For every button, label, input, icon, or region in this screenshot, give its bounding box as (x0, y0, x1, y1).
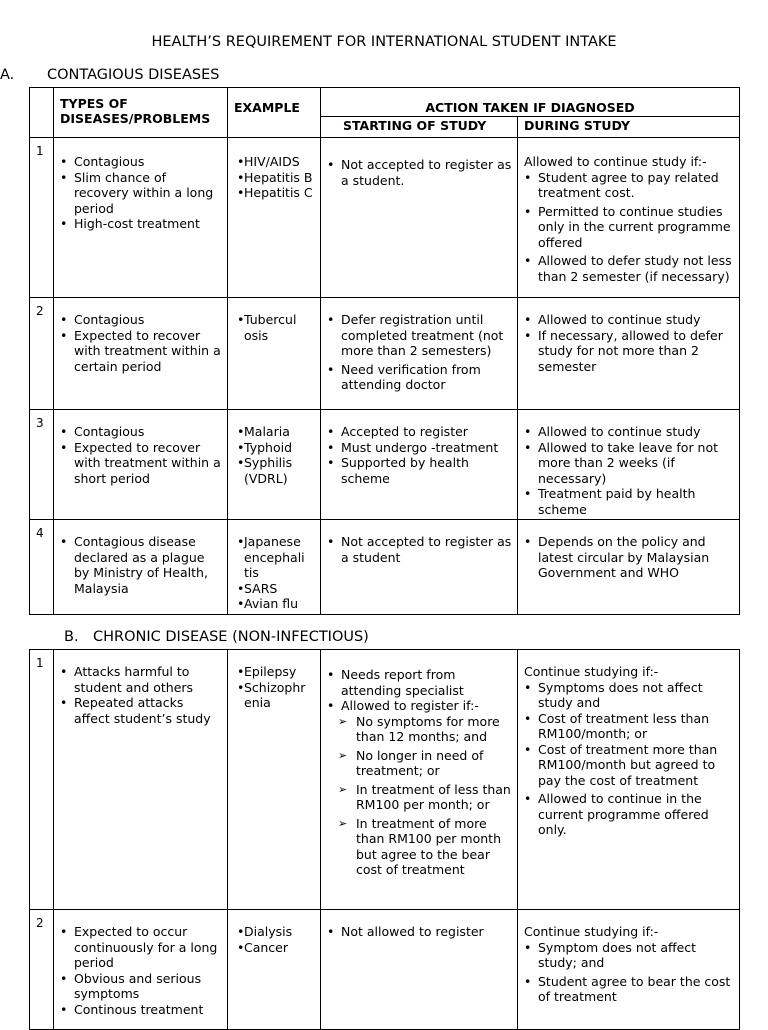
header-starting: STARTING OF STUDY (321, 117, 518, 138)
table-row (30, 520, 740, 615)
list-item: • Needs report from attending specialist (321, 667, 513, 698)
row-number: 1 (30, 650, 54, 910)
list-item: • Allowed to continue study (518, 312, 735, 328)
table-row (30, 410, 740, 520)
list-item: • Allowed to register if:- (321, 698, 513, 714)
during-intro: Allowed to continue study if:- (524, 154, 707, 169)
list-item: • Malaria (228, 424, 316, 440)
list-item: • Avian flu (228, 596, 316, 612)
list-item: • Allowed to continue in the current programme offered only. (518, 791, 735, 838)
row-number: 2 (30, 910, 54, 1030)
list-item: • Cost of treatment more than RM100/month but agreed to pay the cost of treatment (518, 742, 735, 789)
section-a-title: CONTAGIOUS DISEASES (47, 67, 220, 83)
row-number: 4 (30, 520, 54, 615)
contagious-diseases-table (29, 87, 740, 615)
list-item: • Defer registration until completed treatment (not more than 2 semesters) (321, 312, 513, 359)
list-item: • Contagious (54, 312, 223, 328)
header-num-blank (30, 88, 54, 138)
row-number: 1 (30, 138, 54, 298)
list-item: • Need verification from attending doctor (321, 362, 513, 393)
list-item: • Dialysis (228, 924, 316, 940)
list-item: • Supported by health scheme (321, 455, 513, 486)
list-item: • Contagious (54, 424, 223, 440)
list-item: • Allowed to take leave for not more than 2 weeks (if necessary) (518, 440, 735, 487)
list-item: • Typhoid (228, 440, 316, 456)
list-item: • Contagious (54, 154, 223, 170)
list-item: • Treatment paid by health scheme (518, 486, 735, 517)
list-item: • Cancer (228, 940, 316, 956)
list-item: • Not allowed to register (321, 924, 513, 940)
list-item: • Depends on the policy and latest circular by Malaysian Government and WHO (518, 534, 735, 581)
list-item: • HIV/AIDS (228, 154, 316, 170)
list-item: • Contagious disease declared as a plague by Ministry of Health, Malaysia (54, 534, 223, 596)
during-intro: Continue studying if:- (524, 664, 659, 679)
list-item: • Expected to recover with treatment within a short period (54, 440, 223, 487)
list-item: • Obvious and serious symptoms (54, 971, 223, 1002)
table-row (30, 650, 740, 910)
list-item: • Allowed to continue study (518, 424, 735, 440)
header-types: TYPES OF DISEASES/PROBLEMS (54, 88, 228, 138)
list-item: • High-cost treatment (54, 216, 223, 232)
list-item: • Symptom does not affect study; and (518, 940, 735, 971)
during-intro: Continue studying if:- (524, 924, 659, 939)
table-row (30, 910, 740, 1030)
section-a-letter: A. (0, 67, 15, 83)
list-item: • Student agree to pay related treatment cost. (518, 170, 735, 201)
list-item: • Hepatitis C (228, 185, 316, 201)
list-item: • Accepted to register (321, 424, 513, 440)
list-item: • If necessary, allowed to defer study for not more than 2 semester (518, 328, 735, 375)
list-item: • Slim chance of recovery within a long period (54, 170, 223, 217)
row-number: 3 (30, 410, 54, 520)
list-item: • Not accepted to register as a student (321, 534, 513, 565)
list-item: • Not accepted to register as a student. (321, 157, 513, 188)
list-item: • Japanese encephali tis (228, 534, 316, 581)
list-item: • Allowed to defer study not less than 2 semester (if necessary) (518, 253, 735, 284)
list-item: • SARS (228, 581, 316, 597)
list-item: ➢ No longer in need of treatment; or (338, 748, 513, 779)
list-item: ➢ In treatment of less than RM100 per month; or (338, 782, 513, 813)
header-example: EXAMPLE (228, 88, 321, 138)
list-item: • Cost of treatment less than RM100/month; or (518, 711, 735, 742)
list-item: • Continous treatment (54, 1002, 223, 1018)
chronic-disease-table (29, 649, 740, 1030)
table-row (30, 138, 740, 298)
list-item: ➢ No symptoms for more than 12 months; and (338, 714, 513, 745)
list-item: • Repeated attacks affect student’s study (54, 695, 223, 726)
list-item: • Permitted to continue studies only in the current programme offered (518, 204, 735, 251)
list-item: • Hepatitis B (228, 170, 316, 186)
section-b-letter: B. (64, 629, 79, 645)
header-during: DURING STUDY (518, 117, 740, 138)
list-item: • Epilepsy (228, 664, 316, 680)
list-item: • Attacks harmful to student and others (54, 664, 223, 695)
list-item: • Expected to occur continuously for a long period (54, 924, 223, 971)
table-row (30, 298, 740, 410)
list-item: • Expected to recover with treatment within a certain period (54, 328, 223, 375)
list-item: • Tubercul osis (228, 312, 316, 343)
list-item: • Must undergo -treatment (321, 440, 513, 456)
document-title: HEALTH’S REQUIREMENT FOR INTERNATIONAL STUDENT INTAKE (151, 34, 617, 50)
list-item: • Student agree to bear the cost of treatment (518, 974, 735, 1005)
list-item: • Schizophr enia (228, 680, 316, 711)
header-action: ACTION TAKEN IF DIAGNOSED (321, 88, 740, 117)
section-b-title: CHRONIC DISEASE (NON-INFECTIOUS) (93, 629, 369, 645)
list-item: • Symptoms does not affect study and (518, 680, 735, 711)
list-item: • Syphilis (VDRL) (228, 455, 316, 486)
row-number: 2 (30, 298, 54, 410)
list-item: ➢ In treatment of more than RM100 per month but agree to the bear cost of treatment (338, 816, 513, 878)
